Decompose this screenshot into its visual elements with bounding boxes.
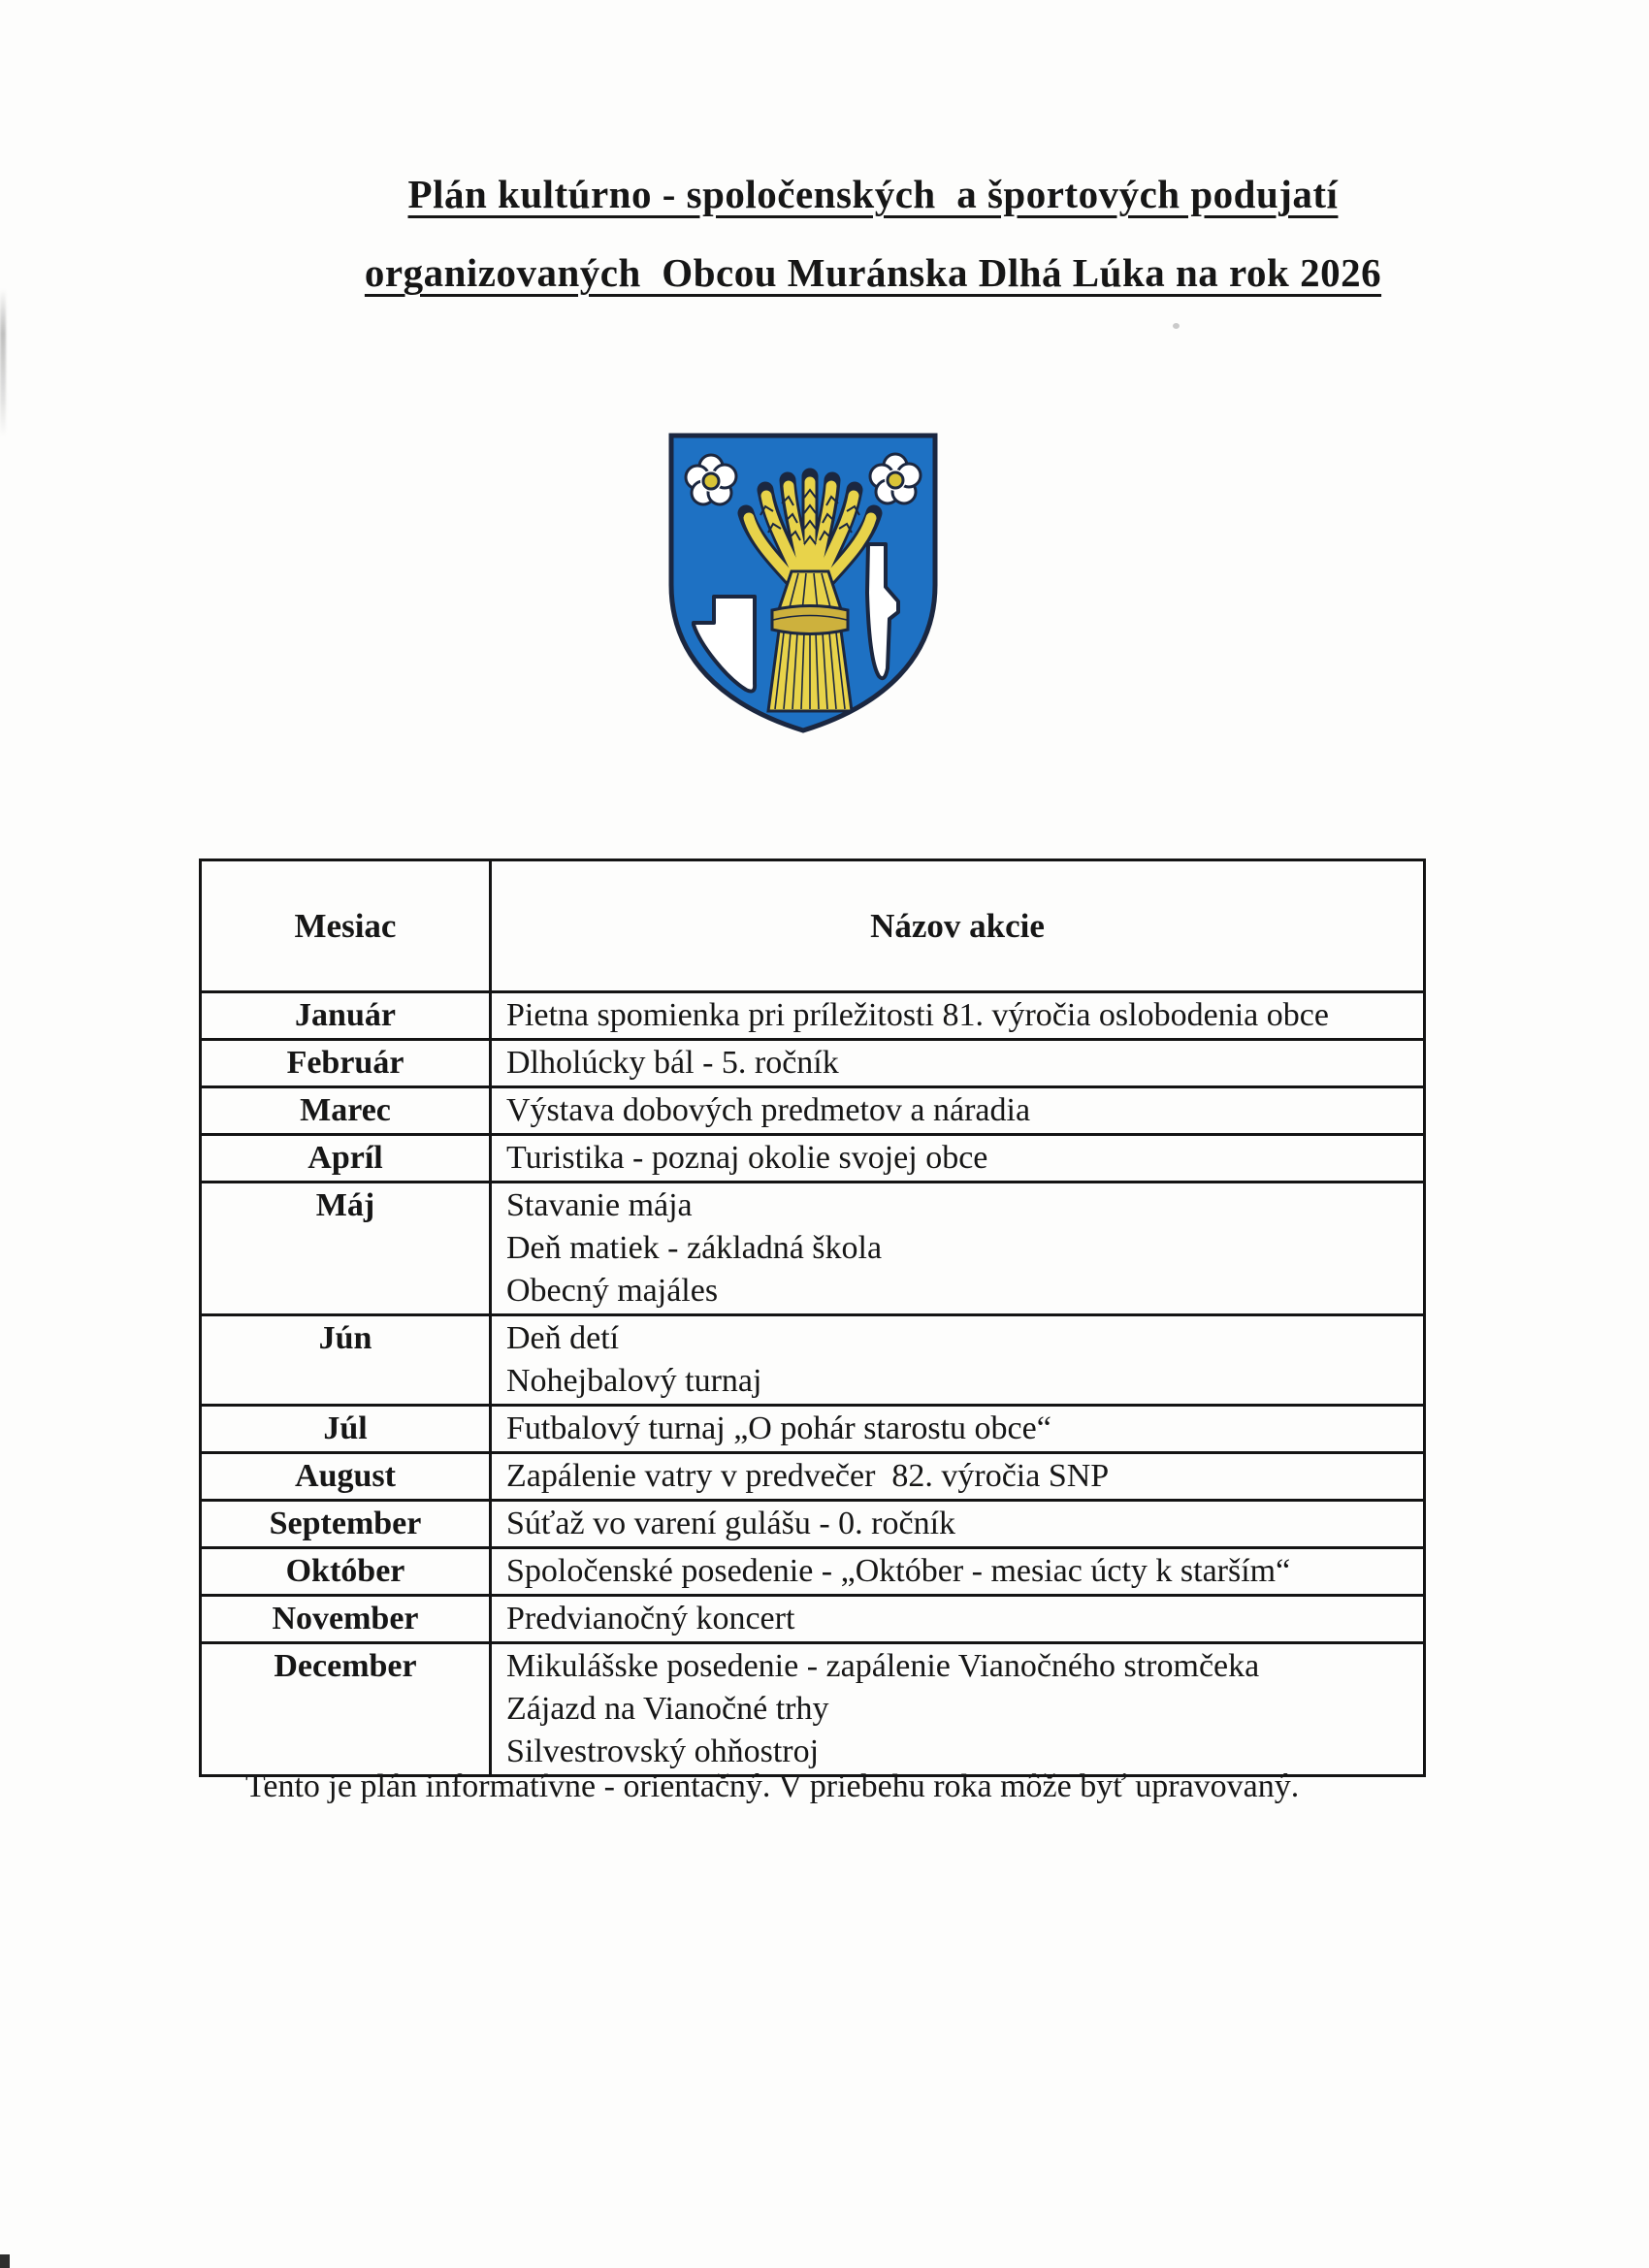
event-line: Zájazd na Vianočné trhy (506, 1691, 829, 1727)
table-row (201, 1406, 1425, 1453)
event-line: Futbalový turnaj „O pohár starostu obce“ (506, 1410, 1051, 1446)
table-row (201, 1040, 1425, 1087)
coat-of-arms-image (662, 428, 945, 738)
month-cell: December (201, 1643, 491, 1776)
footer-note: Tento je plán informatívne - orientačný. V priebehu roka môže byť upravovaný. (245, 1768, 1300, 1804)
table-row (201, 1501, 1425, 1548)
event-line: Predvianočný koncert (506, 1601, 795, 1636)
month-cell: Január (201, 992, 491, 1040)
table-header-row (201, 860, 1425, 992)
table-row (201, 1548, 1425, 1596)
event-line: Zapálenie vatry v predvečer 82. výročia SNP (506, 1458, 1110, 1494)
month-cell: November (201, 1596, 491, 1643)
events-cell (491, 1406, 1425, 1453)
table-row (201, 1087, 1425, 1135)
document-title (97, 171, 1649, 328)
table-row (201, 992, 1425, 1040)
month-cell: Marec (201, 1087, 491, 1135)
table-row (201, 1183, 1425, 1315)
events-cell (491, 1040, 1425, 1087)
month-cell: Jún (201, 1315, 491, 1406)
event-line: Turistika - poznaj okolie svojej obce (506, 1140, 988, 1176)
month-cell: September (201, 1501, 491, 1548)
events-cell (491, 1596, 1425, 1643)
events-cell (491, 1315, 1425, 1406)
events-cell (491, 1087, 1425, 1135)
event-table-body (201, 992, 1425, 1776)
event-line: Nohejbalový turnaj (506, 1363, 762, 1399)
events-cell (491, 1501, 1425, 1548)
column-header-event: Názov akcie (491, 860, 1425, 992)
event-line: Stavanie mája (506, 1187, 693, 1223)
month-cell: Máj (201, 1183, 491, 1315)
events-cell (491, 1643, 1425, 1776)
events-cell (491, 992, 1425, 1040)
event-line: Pietna spomienka pri príležitosti 81. výročia oslobodenia obce (506, 997, 1329, 1033)
event-line: Dlholúcky bál - 5. ročník (506, 1045, 839, 1081)
month-cell: Apríl (201, 1135, 491, 1183)
table-row (201, 1643, 1425, 1776)
events-cell (491, 1183, 1425, 1315)
column-header-month: Mesiac (201, 860, 491, 992)
event-line: Spoločenské posedenie - „Október - mesiac úcty k starším“ (506, 1553, 1291, 1589)
table-row (201, 1135, 1425, 1183)
event-line: Výstava dobových predmetov a náradia (506, 1092, 1031, 1128)
table-row (201, 1315, 1425, 1406)
scan-smudge-left-edge (0, 289, 6, 437)
event-line: Silvestrovský ohňostroj (506, 1733, 820, 1769)
title-line-2: organizovaných Obcou Muránska Dlhá Lúka na rok 2026 (364, 250, 1382, 295)
events-cell (491, 1135, 1425, 1183)
month-cell: Október (201, 1548, 491, 1596)
scan-mark-bottom-left (0, 2254, 10, 2268)
event-line: Mikulášske posedenie - zapálenie Vianočného stromčeka (506, 1648, 1260, 1684)
table-row (201, 1596, 1425, 1643)
title-line-1: Plán kultúrno - spoločenských a športových podujatí (407, 172, 1339, 216)
event-line: Obecný majáles (506, 1273, 719, 1309)
event-line: Deň detí (506, 1320, 620, 1356)
event-line: Deň matiek - základná škola (506, 1230, 883, 1266)
month-cell: August (201, 1453, 491, 1501)
events-cell (491, 1548, 1425, 1596)
events-cell (491, 1453, 1425, 1501)
month-cell: Február (201, 1040, 491, 1087)
table-row (201, 1453, 1425, 1501)
event-line: Súťaž vo varení gulášu - 0. ročník (506, 1506, 956, 1541)
month-cell: Júl (201, 1406, 491, 1453)
events-table (199, 859, 1426, 1777)
